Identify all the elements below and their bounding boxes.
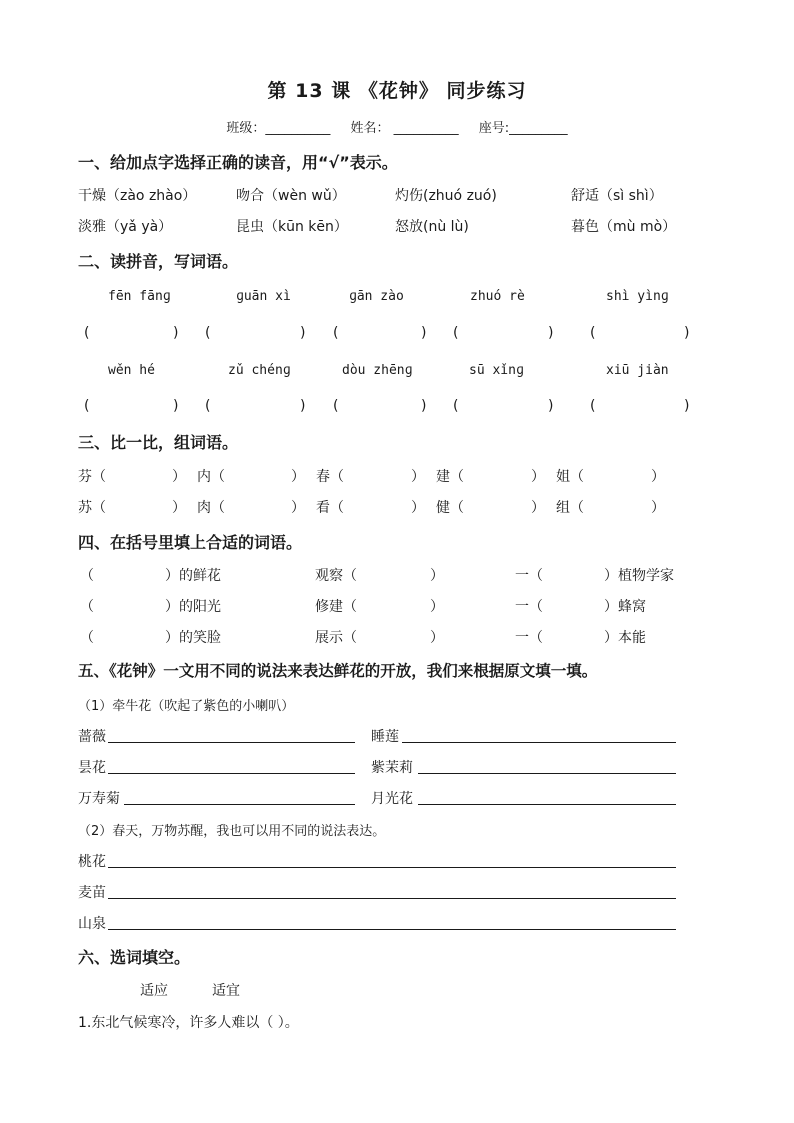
s3-char: 春（ (316, 469, 344, 485)
pinyin: dòu zhēnɡ (342, 363, 413, 378)
s3-close: ） (651, 500, 665, 516)
s3-char: 姐（ (556, 469, 584, 485)
section-2-heading: 二、读拼音，写词语。 (78, 252, 239, 271)
answer-box-open: ( (84, 398, 90, 414)
answer-box-close: ) (173, 325, 179, 341)
s1-item: 吻合（wèn wǔ） (236, 188, 346, 204)
answer-box-open: ( (333, 398, 339, 414)
answer-box-close: ) (548, 398, 554, 414)
answer-box-open: ( (333, 325, 339, 341)
s4-phrase: ）蜂窝 (604, 599, 646, 615)
pinyin: ɡuān xì (236, 289, 291, 304)
page-title: 第 13 课 《花钟》 同步练习 (267, 80, 527, 102)
s4-close: ） (430, 568, 444, 584)
s3-char: 组（ (556, 500, 584, 516)
s5-full-label: 桃花 (78, 854, 106, 870)
word-option: 适宜 (212, 983, 240, 999)
s3-char: 肉（ (197, 500, 225, 516)
answer-box-open: ( (205, 398, 211, 414)
s3-close: ） (531, 500, 545, 516)
s4-open: （ (80, 630, 94, 646)
s5-right-label: 睡莲 (371, 729, 399, 745)
s4-prefix: 一（ (515, 599, 543, 615)
pinyin: sū xǐnɡ (469, 363, 524, 378)
s5-right-label: 紫茉莉 (371, 760, 413, 776)
answer-box-close: ) (173, 398, 179, 414)
s3-close: ） (172, 500, 186, 516)
s1-item: 暮色（mù mò） (571, 219, 677, 235)
s1-item: 昆虫（kūn kēn） (236, 219, 348, 235)
s5-sub2: （2）春天，万物苏醒，我也可以用不同的说法表达。 (78, 824, 386, 839)
answer-line[interactable] (402, 742, 676, 743)
s1-item: 灼伤(zhuó zuó) (395, 188, 497, 204)
section-3-heading: 三、比一比，组词语。 (78, 433, 239, 452)
answer-line[interactable] (418, 773, 676, 774)
pinyin: ɡān zào (349, 289, 404, 304)
s3-char: 看（ (316, 500, 344, 516)
answer-box-close: ) (421, 398, 427, 414)
answer-box-open: ( (590, 325, 596, 341)
answer-line[interactable] (108, 898, 676, 899)
s1-item: 淡雅（yǎ yà） (78, 219, 173, 235)
s4-prefix: 一（ (515, 568, 543, 584)
s4-open: （ (80, 568, 94, 584)
pinyin: zhuó rè (470, 289, 525, 304)
word-option: 适应 (140, 983, 168, 999)
s4-phrase: ）的阳光 (165, 599, 221, 615)
answer-box-close: ) (684, 398, 690, 414)
s5-left-label: 万寿菊 (78, 791, 120, 807)
s3-close: ） (291, 500, 305, 516)
s3-char: 建（ (436, 469, 464, 485)
s5-left-label: 昙花 (78, 760, 106, 776)
s3-close: ） (291, 469, 305, 485)
section-5-heading: 五、《花钟》一文用不同的说法来表达鲜花的开放，我们来根据原文填一填。 (78, 662, 598, 680)
answer-box-close: ) (300, 398, 306, 414)
pinyin: wěn hé (108, 363, 155, 378)
s3-close: ） (172, 469, 186, 485)
answer-box-close: ) (421, 325, 427, 341)
s4-close: ） (430, 599, 444, 615)
s1-item: 舒适（sì shì） (571, 188, 663, 204)
s4-phrase: ）本能 (604, 630, 646, 646)
s1-item: 干燥（zào zhào） (78, 188, 197, 204)
student-info-line (0, 117, 794, 136)
answer-line[interactable] (108, 929, 676, 930)
answer-line[interactable] (108, 742, 355, 743)
class-field[interactable]: 班级：__________ (226, 121, 331, 136)
section-6-heading: 六、选词填空。 (78, 948, 191, 967)
name-field[interactable]: 姓名： __________ (350, 121, 459, 136)
answer-box-open: ( (453, 398, 459, 414)
pinyin: fēn fānɡ (108, 289, 171, 304)
s1-item: 怒放(nù lù) (395, 219, 469, 235)
answer-box-close: ) (300, 325, 306, 341)
answer-box-open: ( (453, 325, 459, 341)
pinyin: xiū jiàn (606, 363, 669, 378)
s5-full-label: 麦苗 (78, 885, 106, 901)
answer-box-close: ) (548, 325, 554, 341)
s3-char: 健（ (436, 500, 464, 516)
seat-field[interactable]: 座号:_________ (478, 121, 568, 136)
s4-open: （ (80, 599, 94, 615)
answer-box-open: ( (84, 325, 90, 341)
s3-close: ） (531, 469, 545, 485)
s4-phrase: ）的鲜花 (165, 568, 221, 584)
s4-prefix: 一（ (515, 630, 543, 646)
s3-close: ） (651, 469, 665, 485)
section-1-heading: 一、给加点字选择正确的读音，用“√”表示。 (78, 153, 398, 172)
s5-right-label: 月光花 (371, 791, 413, 807)
s3-char: 芬（ (78, 469, 106, 485)
answer-box-open: ( (590, 398, 596, 414)
s5-sub1: （1）牵牛花（吹起了紫色的小喇叭） (78, 699, 295, 714)
section-4-heading: 四、在括号里填上合适的词语。 (78, 533, 303, 552)
answer-line[interactable] (124, 804, 355, 805)
s4-phrase: 观察（ (315, 568, 357, 584)
s5-left-label: 蔷薇 (78, 729, 106, 745)
pinyin: zǔ chénɡ (228, 363, 291, 378)
s4-phrase: ）的笑脸 (165, 630, 221, 646)
s4-phrase: 展示（ (315, 630, 357, 646)
s5-full-label: 山泉 (78, 916, 106, 932)
answer-line[interactable] (108, 773, 355, 774)
s3-close: ） (411, 469, 425, 485)
answer-line[interactable] (108, 867, 676, 868)
answer-line[interactable] (418, 804, 676, 805)
s4-close: ） (430, 630, 444, 646)
s3-char: 内（ (197, 469, 225, 485)
s3-char: 苏（ (78, 500, 106, 516)
pinyin: shì yìnɡ (606, 289, 669, 304)
answer-box-close: ) (684, 325, 690, 341)
answer-box-open: ( (205, 325, 211, 341)
s4-phrase: 修建（ (315, 599, 357, 615)
s6-question-1: 1.东北气候寒冷，许多人难以（ ）。 (78, 1015, 299, 1031)
s4-phrase: ）植物学家 (604, 568, 674, 584)
s3-close: ） (411, 500, 425, 516)
